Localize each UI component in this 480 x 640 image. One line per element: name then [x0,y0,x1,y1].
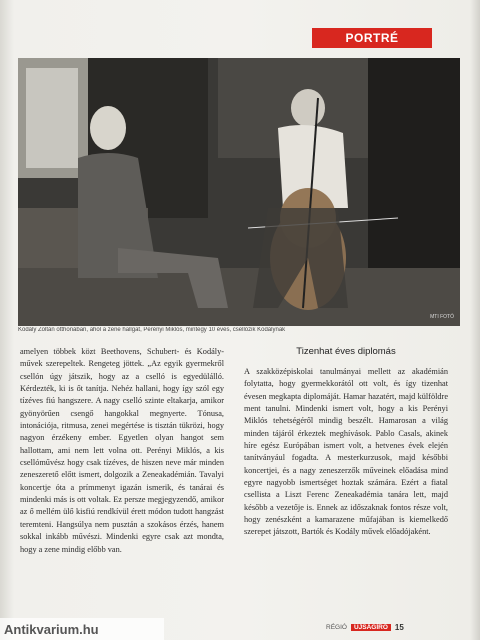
watermark: Antikvarium.hu [0,618,164,640]
page-number: 15 [394,622,404,632]
photo-caption: Kodály Zoltán otthonában, ahol a zene hallgat, Perényi Miklós, mintegy 10 éves, csellózik Kodálynak [18,327,286,333]
photo-illustration [18,58,460,326]
photo-credit: MTI FOTÓ [430,314,454,320]
article-column-left [20,346,224,634]
article-photo [18,58,460,326]
section-label: PORTRÉ [312,28,432,48]
article-paragraph: amelyen többek közt Beethovens, Schubert- és Kodály-művek szerepeltek. Rengeteg jöttek. „Az egyik gyermekről csellón úgy játszik, hogy az a cselló is egyedülálló. Kérdezték, ki is őt tanítja. Nehéz hallani, hogy így szól egy tízéves fiú hangszere. A nagy cselló szinte eltakarja, amikor gyönyörűen csengő hangokkal megnyerte. Tónusa, intonációja, ritmusa, zenei megértése is tisztán tükrözi, hogy nagyon érzékeny ember. Egyetlen olyan hangot sem hallottam, ami nem lett volna ott. Perényi Miklós, a kis csellóművész hogy csak tízéves, de hiszen neve már minden zeneszerető előtt ismert, dolgozik a Zeneakadémián. Tavalyi koncertje óta a prímmenyt igazán ismerik, és tanárai és mindenki más is ott voltak. Ez persze megjegyzendő, amikor az ő mellém ülő kisfiú rendkívül érett módon tudott hangzást teremteni. Hangsúlya nem pusztán a szokásos érzés, hanem sokkal inkább művészi. Mindenki egyre csak azt mondta, hogy a zene mindig előbb van. [20,347,224,554]
article-paragraph: A szakközépiskolai tanulmányai mellett az akadémián folytatta, hogy gyermekkorától ott volt, és így tizenhat évesen megkapta diplomáját. Hamar hazatért, majd külföldre ment tanulni. Mindenki ismert volt, hogy a kis Perényi Miklós tehetségéről mindig beszélt. Hamarosan a világ minden tájáról érkeztek meghívások. Pablo Casals, akinek híre egész Európában ismert volt, a hetvenes évek elején tanítványául fogadta. A mesterkurzusok, majd későbbi koncertjei, és a nagy zeneszerzők műveinek előadása mind egyre nagyobb ismertséget hoztak számára. Ezért a fiatal csellista a Liszt Ferenc Zeneakadémia tanára lett, majd később a vezetője is. Ennek az időszaknak fontos része volt, hogy zenészként a kamarazene műfajában is kiemelkedő szerepet játszott, Bartók és Kodály művek előadójaként. [244,367,448,537]
article-subheading: Tizenhat éves diplomás [296,346,396,357]
page-footer [326,622,404,632]
magazine-name: RÉGIÓ [326,623,347,631]
article-column-right [244,366,448,626]
magazine-brand: ÚJSÁGÍRÓ [351,624,391,631]
